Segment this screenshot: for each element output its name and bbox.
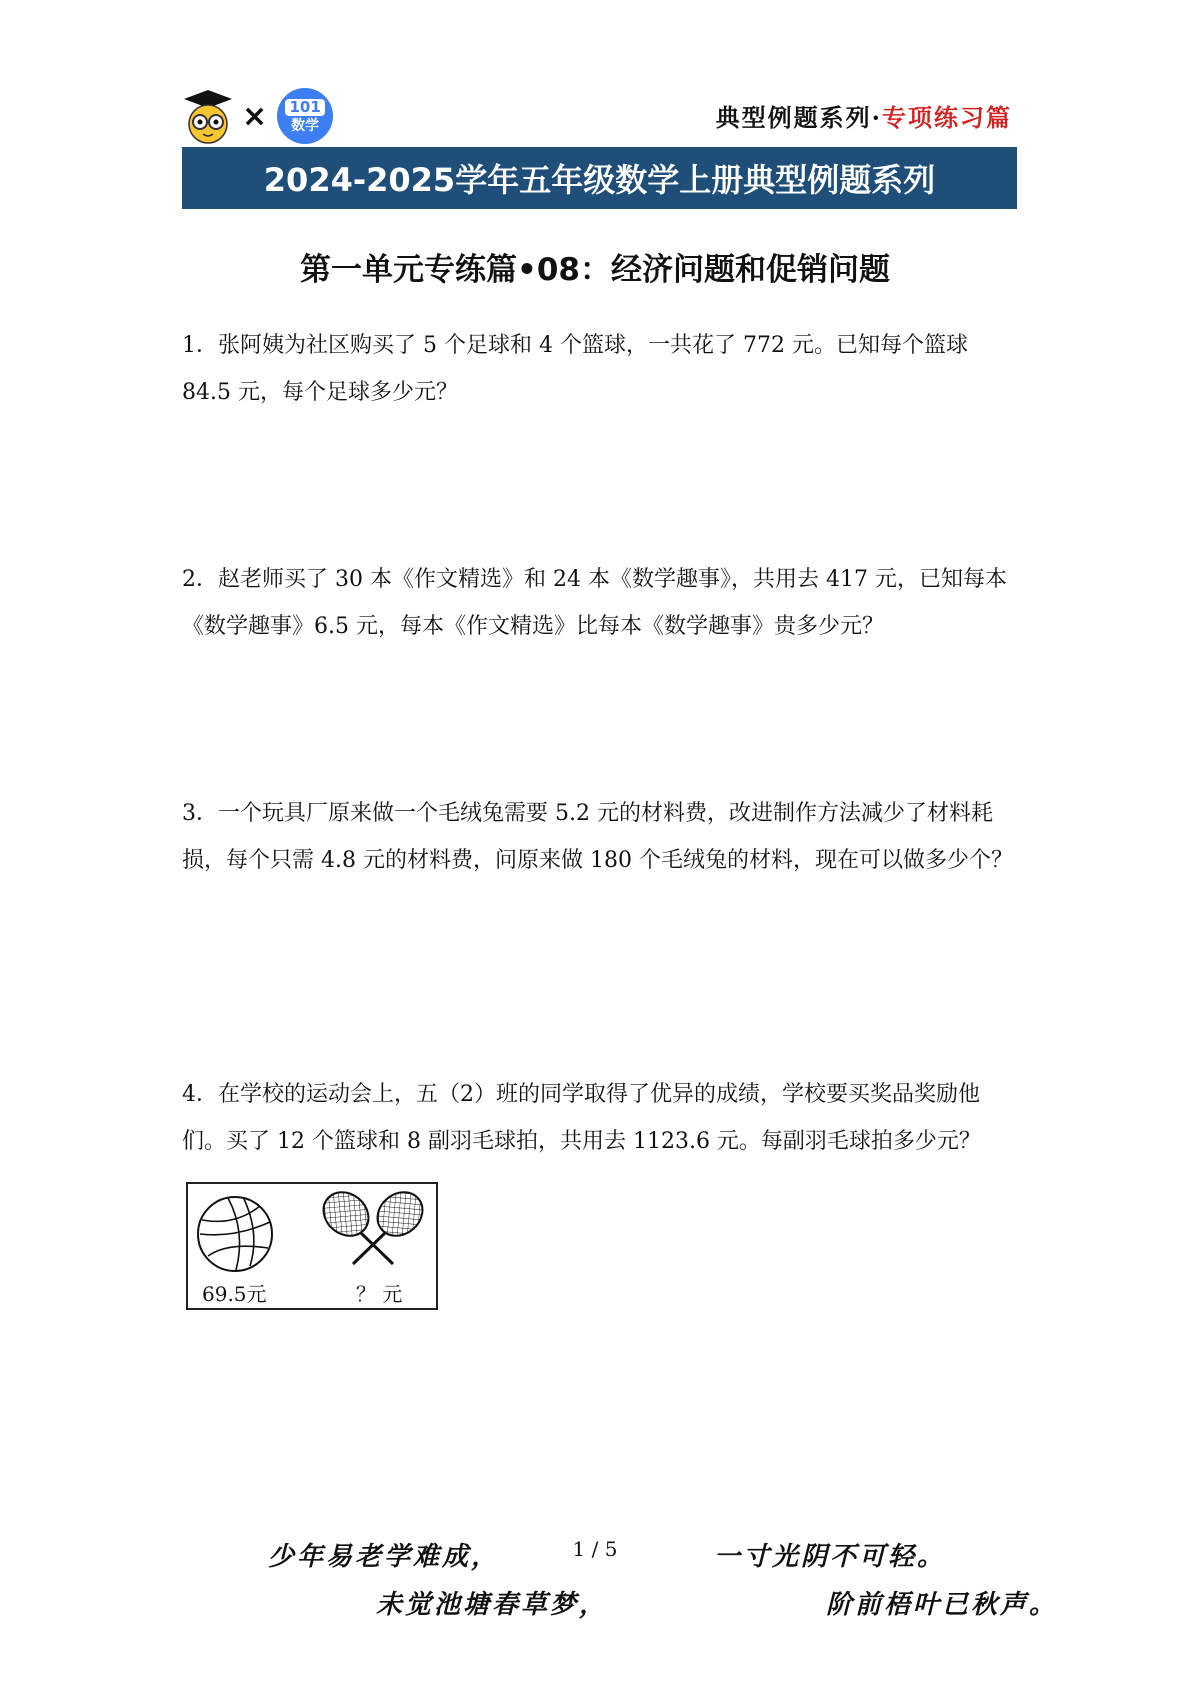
question-1: 1．张阿姨为社区购买了 5 个足球和 4 个篮球，一共花了 772 元。已知每个篮球 84.5 元，每个足球多少元？: [182, 333, 968, 405]
owl-mascot-icon: [182, 88, 234, 144]
ball-price-label: 69.5元: [202, 1282, 267, 1306]
poem-line-1-right: 一寸光阴不可轻。: [714, 1542, 947, 1572]
header-logos: [182, 86, 333, 146]
poem-line-2-left: 未觉池塘春草梦，: [376, 1590, 609, 1620]
question-2: 2．赵老师买了 30 本《作文精选》和 24 本《数学趣事》，共用去 417 元，已知每本《数学趣事》6.5 元，每本《作文精选》比每本《数学趣事》贵多少元？: [182, 567, 1007, 639]
price-figure: [186, 1182, 438, 1310]
poem-line-2-right: 阶前梧叶已秋声。: [826, 1590, 1059, 1620]
unit-title: 第一单元专练篇•08：经济问题和促销问题: [300, 252, 890, 288]
poem-line-1-left: 少年易老学难成，: [268, 1542, 501, 1572]
title-banner: 2024-2025学年五年级数学上册典型例题系列: [182, 147, 1017, 209]
series-tag-main: 典型例题系列·: [715, 103, 882, 132]
question-4: 4．在学校的运动会上，五（2）班的同学取得了优异的成绩，学校要买奖品奖励他们。买了 12 个篮球和 8 副羽毛球拍，共用去 1123.6 元。每副羽毛球拍多少元？: [182, 1082, 981, 1154]
logo-text: 数学: [291, 118, 320, 134]
question-3: 3．一个玩具厂原来做一个毛绒兔需要 5.2 元的材料费，改进制作方法减少了材料耗损，每个只需 4.8 元的材料费，问原来做 180 个毛绒兔的材料，现在可以做多少个？: [182, 801, 1013, 873]
series-tag: [716, 98, 1012, 133]
math101-logo: [277, 88, 333, 144]
page-number: 1 / 5: [572, 1537, 618, 1561]
badminton-rackets-icon: [315, 1184, 431, 1264]
logo-number: 101: [285, 99, 324, 116]
times-sign: ×: [242, 98, 268, 134]
racket-price-label: ？ 元: [356, 1282, 403, 1306]
volleyball-icon: [198, 1197, 272, 1271]
series-tag-highlight: 专项练习篇: [882, 103, 1012, 132]
